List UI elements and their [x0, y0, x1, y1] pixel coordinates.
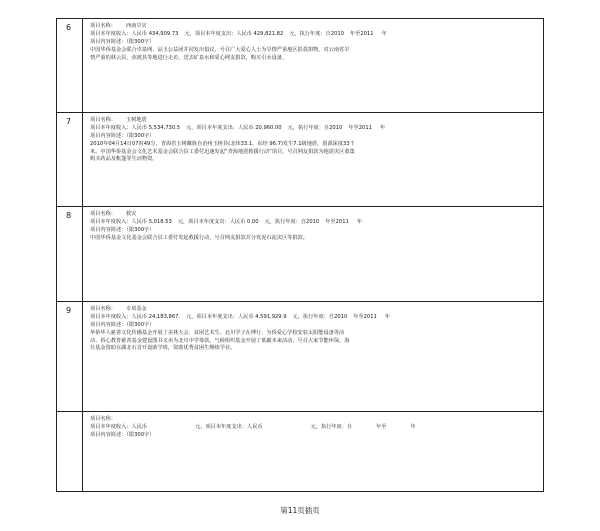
- project-name: 玉树地震: [125, 117, 147, 123]
- description-text: 米。中国华侨基金会文化艺术基金会联合县工委付迅速发起“青海地震救援行动”项目，号召网友捐款为地震灾区募集: [90, 148, 355, 155]
- project-name-line: 项目名称： 西南旱灾: [90, 23, 147, 29]
- description-label-line: 项目内容简述：（限300字）: [90, 38, 155, 45]
- row-content: [90, 211, 539, 243]
- finance-line: 项目本年度收入：人民币 5,018.53 元，项目本年度支出：人民币 0.00 元，执行年度：自2010 年至2011 年: [90, 218, 363, 225]
- table-row: [57, 412, 543, 491]
- period-from: 2010: [330, 30, 344, 37]
- table-row: [57, 302, 543, 412]
- finance-line: 项目本年度收入：人民币 元，项目本年度支出：人民币 元，执行年度：自 年至 年: [90, 423, 416, 430]
- description-text: 中国华侨基金文化基金会联合县工委付发起救援行动，号召网友捐款并分发泥石流灾区等捐款。: [90, 234, 308, 241]
- description-text: 2010年04月14日07时49分，青海省玉树藏族自治州玉树县(北纬33.1，东经 96.7)发生7.1级地震，震源深度33千: [90, 140, 355, 147]
- project-name-line: 项目名称： 玉树地震: [90, 117, 147, 123]
- description-label-line: 项目内容简述：（限300字）: [90, 431, 155, 438]
- table-row: [57, 19, 543, 113]
- row-number-cell: [57, 412, 83, 491]
- finance-line: 项目本年度收入：人民币 5,534,730.5 元，项目本年度支出：人民币 20,960.00 元，执行年度：自2010 年至2011 年: [90, 124, 386, 131]
- row-number-cell: [57, 207, 83, 301]
- row-content: [90, 117, 539, 164]
- period-to: 2011: [335, 218, 349, 225]
- income-value: 人民币 5,534,730.5: [131, 124, 181, 131]
- row-number-cell: [57, 113, 83, 206]
- expense-value: 人民币 429,821.82: [236, 30, 284, 37]
- row-number-cell: [57, 302, 83, 411]
- description-label-line: 项目内容简述：（限300字）: [90, 226, 155, 233]
- period-to: 2011: [358, 124, 372, 131]
- description-label-line: 项目内容简述：（限300字）: [90, 132, 155, 139]
- period-from: 2010: [329, 124, 343, 131]
- row-content: [90, 416, 539, 440]
- income-value: 人民币 5,018.53: [131, 218, 172, 225]
- description-label-line: 项目内容简述：（限300字）: [90, 321, 155, 328]
- row-number-cell: [57, 19, 83, 112]
- table-row: [57, 113, 543, 207]
- table-row: [57, 207, 543, 302]
- row-number: 7: [66, 117, 72, 126]
- row-content: [90, 306, 539, 353]
- expense-value: 人民币 0.00: [229, 218, 259, 225]
- project-name-line: 项目名称： 救灾: [90, 211, 137, 217]
- project-name: 救灾: [125, 211, 137, 217]
- description-text: 情严重的林云县、弥渡县等地进行走访，送去矿泉水和爱心网友捐款，购买引水设备。: [90, 54, 288, 61]
- expense-value: 人民币 20,960.00: [237, 124, 282, 131]
- income-value: 人民币: [131, 423, 148, 430]
- period-to: 2011: [363, 313, 377, 320]
- description-text: 华侨华人慈善文化传播基金开展了美林大会、贫困艺术生、北川学子在博行、为侨爱心学校安装太阳能设备等活: [90, 329, 345, 336]
- period-to: 2011: [360, 30, 374, 37]
- expense-value: 人民币 4,591,929.9: [237, 313, 287, 320]
- project-name-line: 项目名称：: [90, 416, 116, 422]
- project-name: 西南旱灾: [125, 23, 147, 29]
- project-table: [56, 18, 544, 492]
- income-value: 人民币 434,909.73: [131, 30, 179, 37]
- project-name: 专项基金: [125, 306, 147, 312]
- page-footer: 第11页插页: [280, 506, 320, 515]
- row-number: 8: [66, 211, 72, 220]
- income-value: 人民币 24,183,867.: [131, 313, 181, 320]
- finance-line: 项目本年度收入：人民币 24,183,867. 元，项目本年度支出：人民币 4,591,929.9 元，执行年度：自2010 年至2011 年: [90, 313, 391, 320]
- period-from: 2010: [334, 313, 348, 320]
- description-text: 动，侨心教育慈善基金建设图书义卖为北川中学筹款，气候组织基金开展了低碳未来活动，号召大家节能环保，海: [90, 337, 350, 344]
- description-text: 仕基金资助在湖北石首开设助学班，资助优秀贫困生继续学业。: [90, 345, 236, 352]
- row-number: 9: [66, 306, 72, 315]
- description-text: 购买药品及帐篷等生活物资。: [90, 156, 158, 163]
- description-text: 中国华侨基金会联合卓泉网、品玉公益团并同发出倡议，号召广大爱心人士为旱情严重地区捐款捐物，对云南省旱: [90, 46, 350, 53]
- row-content: [90, 23, 539, 62]
- row-number: 6: [66, 23, 72, 32]
- project-name-line: 项目名称： 专项基金: [90, 306, 147, 312]
- finance-line: 项目本年度收入：人民币 434,909.73 元，项目本年度支出：人民币 429,821.82 元，执行年度：自2010 年至2011 年: [90, 30, 387, 37]
- expense-value: 人民币: [247, 423, 263, 430]
- period-from: 2010: [306, 218, 320, 225]
